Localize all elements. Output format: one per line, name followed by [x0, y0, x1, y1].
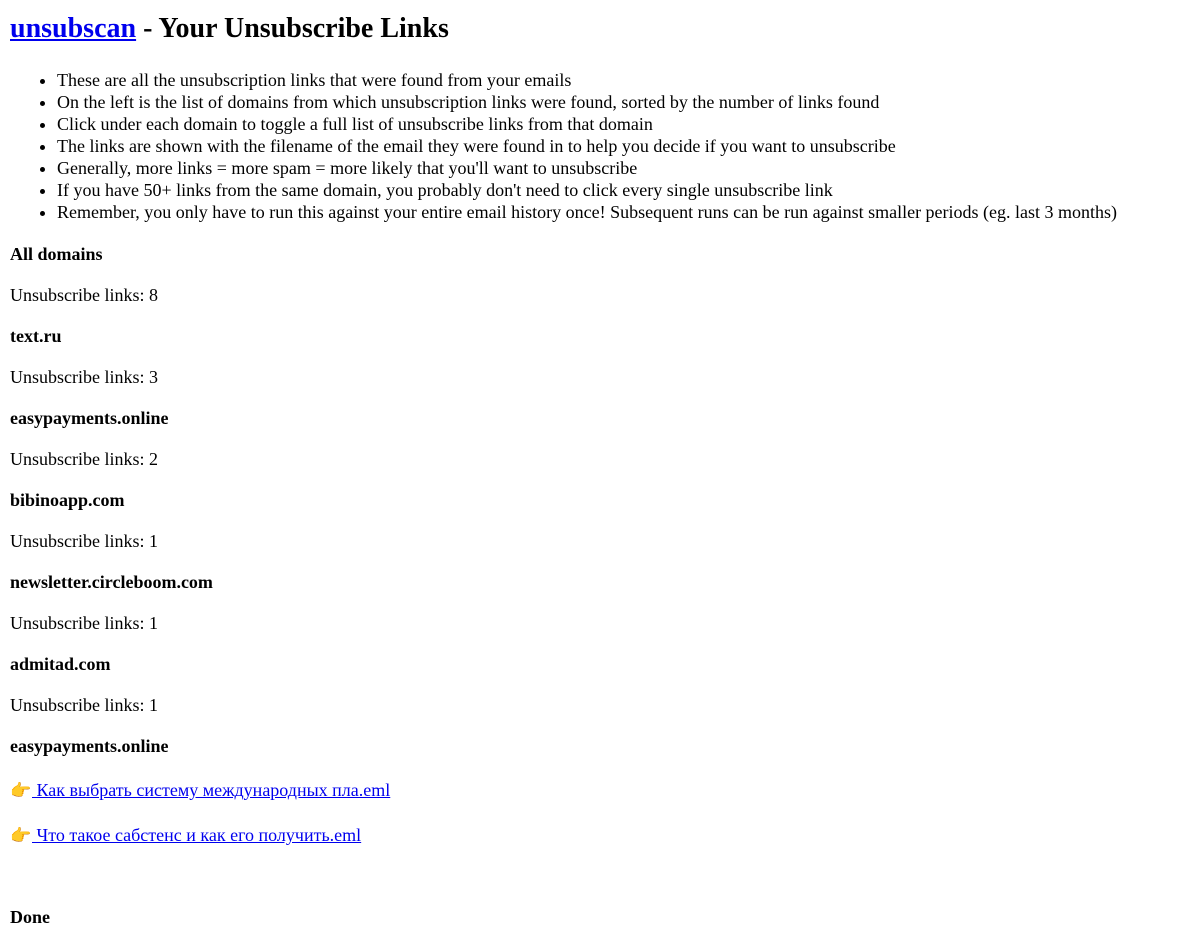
pointing-right-hand-icon: 👉: [10, 781, 32, 801]
expanded-domain-name[interactable]: easypayments.online: [10, 736, 169, 756]
tip-item: • Generally, more links = more spam = more likely that you'll want to unsubscribe: [57, 157, 1195, 179]
unsubscribe-link[interactable]: [10, 824, 1195, 847]
unsubscribe-link[interactable]: [10, 779, 1195, 802]
page: [10, 0, 1195, 928]
pointing-right-hand-icon: 👉: [10, 826, 32, 846]
domain-name[interactable]: text.ru: [10, 326, 62, 346]
domain-section-text-ru[interactable]: [10, 325, 1195, 388]
domain-section-all[interactable]: [10, 243, 1195, 306]
expanded-domain-section: [10, 735, 1195, 847]
unsubscribe-link-filename: Что такое сабстенс и как его получить.eml: [32, 825, 362, 845]
tip-item: • The links are shown with the filename of the email they were found in to help you decide if you want to unsubscribe: [57, 135, 1195, 157]
status-done: Done: [10, 907, 50, 927]
domain-section-admitad[interactable]: [10, 653, 1195, 716]
domain-section-bibinoapp[interactable]: [10, 489, 1195, 552]
domain-name[interactable]: admitad.com: [10, 654, 111, 674]
unsubscribe-link-filename: Как выбрать систему международных пла.eml: [32, 780, 391, 800]
brand-link[interactable]: unsubscan: [10, 13, 137, 44]
tip-item: • These are all the unsubscription links that were found from your emails: [57, 69, 1195, 91]
tip-item: • Click under each domain to toggle a full list of unsubscribe links from that domain: [57, 113, 1195, 135]
domain-name[interactable]: All domains: [10, 244, 103, 264]
domain-link-count: Unsubscribe links: 2: [10, 449, 158, 469]
domain-link-count: Unsubscribe links: 1: [10, 613, 158, 633]
domain-link-count: Unsubscribe links: 1: [10, 695, 158, 715]
tips-list: [10, 69, 1195, 223]
domain-link-count: Unsubscribe links: 8: [10, 285, 158, 305]
domain-link-count: Unsubscribe links: 3: [10, 367, 158, 387]
domain-name[interactable]: easypayments.online: [10, 408, 169, 428]
domain-name[interactable]: newsletter.circleboom.com: [10, 572, 213, 592]
unsubscribe-link-list: [10, 779, 1195, 847]
tip-item: • Remember, you only have to run this against your entire email history once! Subsequent runs can be run against smaller periods (eg. last 3 months): [57, 201, 1195, 223]
page-title-suffix: - Your Unsubscribe Links: [136, 13, 449, 44]
tip-item: • On the left is the list of domains from which unsubscription links were found, sorted by the number of links found: [57, 91, 1195, 113]
domain-name[interactable]: bibinoapp.com: [10, 490, 125, 510]
page-title: [10, 12, 1195, 46]
domain-section-easypayments[interactable]: [10, 407, 1195, 470]
domain-section-circleboom[interactable]: [10, 571, 1195, 634]
tip-item: • If you have 50+ links from the same domain, you probably don't need to click every single unsubscribe link: [57, 179, 1195, 201]
domain-link-count: Unsubscribe links: 1: [10, 531, 158, 551]
